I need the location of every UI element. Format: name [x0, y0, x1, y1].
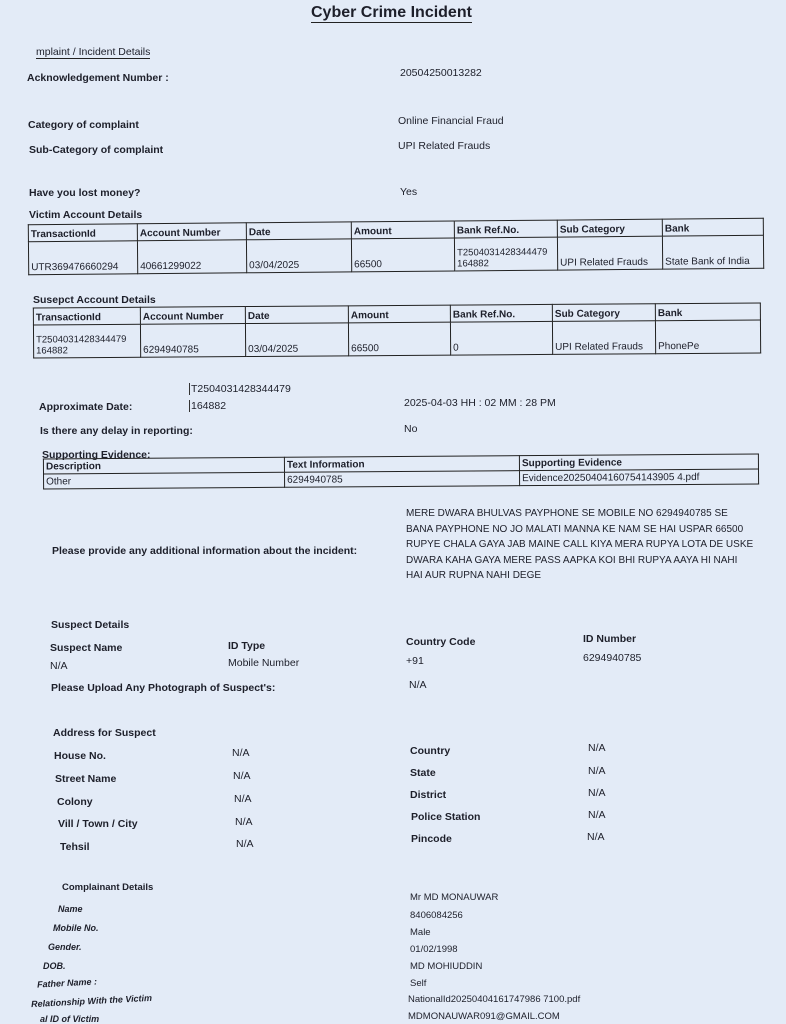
approx-ref-line1: T2504031428344479 [191, 383, 291, 395]
evidence-heading: Supporting Evidence: [42, 449, 151, 461]
table-cell: 03/04/2025 [246, 239, 351, 273]
table-header: Date [246, 222, 351, 240]
address-value-city: N/A [235, 816, 253, 828]
address-label-tehsil: Tehsil [60, 841, 90, 853]
id-number-value: 6294940785 [583, 652, 642, 664]
table-cell: UTR369476660294 [28, 241, 137, 275]
table-cell: T2504031428344479 164882 [454, 237, 557, 271]
address-value-police-station: N/A [588, 809, 606, 821]
suspect-account-table [33, 302, 761, 358]
table-header: Date [245, 306, 348, 324]
complainant-label-mobile: Mobile No. [53, 923, 99, 933]
subcategory-value: UPI Related Frauds [398, 140, 491, 152]
table-cell: State Bank of India [662, 235, 763, 269]
subcategory-label: Sub-Category of complaint [29, 144, 164, 156]
table-cell: 40661299022 [137, 240, 246, 274]
category-value: Online Financial Fraud [398, 115, 504, 127]
approx-date-value: 2025-04-03 HH : 02 MM : 28 PM [404, 397, 556, 409]
table-header: TransactionId [28, 224, 137, 242]
complainant-label-name: Name [58, 904, 83, 914]
table-header: Bank [655, 303, 760, 321]
complainant-value-relationship: Self [410, 978, 427, 989]
address-label-police-station: Police Station [411, 811, 481, 823]
address-value-tehsil: N/A [236, 838, 254, 850]
table-cell: 6294940785 [140, 324, 245, 358]
address-label-pincode: Pincode [411, 833, 452, 845]
address-label-state: State [410, 767, 436, 779]
table-cell: 66500 [348, 322, 450, 356]
address-label-district: District [410, 789, 447, 801]
table-row [33, 320, 760, 358]
table-header: Description [43, 457, 284, 474]
address-value-colony: N/A [234, 793, 252, 805]
address-value-street: N/A [233, 770, 251, 782]
table-cell: Other [44, 472, 285, 489]
table-cell: 66500 [351, 238, 454, 272]
delay-value: No [404, 423, 418, 435]
table-header: Text Information [284, 456, 519, 473]
address-label-country: Country [410, 745, 451, 757]
delay-label: Is there any delay in reporting: [40, 425, 193, 437]
table-cell: PhonePe [655, 320, 760, 354]
additional-info-label: Please provide any additional information about the incident: [52, 545, 358, 557]
table-header: Account Number [140, 307, 245, 325]
table-cell: T2504031428344479 164882 [33, 324, 140, 358]
complainant-label-dob: DOB. [43, 961, 66, 971]
table-cell: Evidence20250404160754143905 4.pdf [519, 469, 758, 486]
id-type-value: Mobile Number [228, 657, 300, 669]
id-type-label: ID Type [228, 640, 266, 652]
table-cell: 6294940785 [285, 471, 520, 488]
address-value-house: N/A [232, 747, 250, 759]
complainant-value-father: MD MOHIUDDIN [410, 961, 483, 972]
complainant-value-name: Mr MD MONAUWAR [410, 892, 499, 903]
table-header: Amount [348, 305, 450, 323]
address-label-colony: Colony [57, 796, 93, 808]
category-label: Category of complaint [28, 119, 139, 131]
suspect-heading: Suspect Details [51, 619, 130, 631]
table-header: Sub Category [552, 304, 655, 322]
complainant-label-gender: Gender. [48, 942, 82, 952]
additional-info-value: MERE DWARA BHULVAS PAYPHONE SE MOBILE NO 6294940785 SE BANA PAYPHONE NO JO MALATI MANNA KE NAM SE HAI USPAR 66500 RUPYE CHALA GAYA JAB MAINE CALL KIYA MERA RUPYA LOTA DE USKE DWARA KAHA GAYA MERE PASS AAPKA KOI BHI RUPYA AAYA HI NAHI HAI AUR RUPNA NAHI DEGE [406, 508, 754, 581]
lost-money-value: Yes [400, 186, 418, 198]
table-cell: 03/04/2025 [245, 323, 348, 357]
complainant-heading: Complainant Details [62, 882, 154, 893]
complainant-label-relationship: Relationship With the Victim [30, 992, 153, 1010]
complainant-value-gender: Male [410, 927, 431, 938]
address-label-street: Street Name [55, 773, 117, 785]
complainant-value-national-id: NationalId20250404161747986 7100.pdf [408, 994, 581, 1005]
complainant-value-dob: 01/02/1998 [410, 944, 458, 955]
section-heading: mplaint / Incident Details [36, 46, 151, 58]
table-header: Supporting Evidence [519, 454, 758, 471]
table-header: Bank Ref.No. [454, 220, 557, 238]
table-header: Bank [662, 218, 763, 236]
approx-ref-line2: 164882 [191, 400, 227, 412]
country-code-value: +91 [406, 655, 424, 667]
photo-value: N/A [409, 679, 427, 691]
table-cell: 0 [450, 321, 552, 355]
lost-money-label: Have you lost money? [29, 187, 141, 199]
evidence-table [43, 454, 759, 490]
document-title: Cyber Crime Incident [311, 4, 472, 21]
suspect-name-value: N/A [50, 660, 68, 672]
victim-account-table [28, 218, 764, 275]
table-header: TransactionId [33, 307, 140, 325]
complainant-label-father: Father Name : [36, 976, 98, 990]
table-cell: UPI Related Frauds [552, 321, 655, 355]
complainant-value-email: MDMONAUWAR091@GMAIL.COM [408, 1011, 560, 1022]
table-header: Account Number [137, 223, 246, 241]
address-value-district: N/A [588, 787, 606, 799]
id-number-label: ID Number [583, 633, 637, 645]
suspect-name-label: Suspect Name [50, 642, 123, 654]
address-value-pincode: N/A [587, 831, 605, 843]
table-header: Bank Ref.No. [450, 304, 552, 322]
table-header: Amount [351, 221, 454, 239]
photo-label: Please Upload Any Photograph of Suspect's: [51, 682, 276, 694]
complainant-label-national-id: al ID of Victim [40, 1014, 100, 1024]
suspect-account-heading: Susepct Account Details [33, 294, 156, 306]
address-label-house: House No. [54, 750, 106, 762]
ack-value: 20504250013282 [400, 67, 482, 79]
country-code-label: Country Code [406, 636, 476, 648]
address-heading: Address for Suspect [53, 727, 156, 739]
approx-date-label: Approximate Date: [39, 401, 133, 413]
address-label-city: Vill / Town / City [58, 818, 138, 830]
address-value-state: N/A [588, 765, 606, 777]
table-row [28, 235, 763, 274]
address-value-country: N/A [588, 742, 606, 754]
ack-label: Acknowledgement Number : [27, 72, 169, 84]
complainant-value-mobile: 8406084256 [410, 910, 463, 921]
table-cell: UPI Related Frauds [557, 236, 662, 270]
table-header: Sub Category [557, 219, 662, 237]
victim-heading: Victim Account Details [29, 209, 143, 221]
